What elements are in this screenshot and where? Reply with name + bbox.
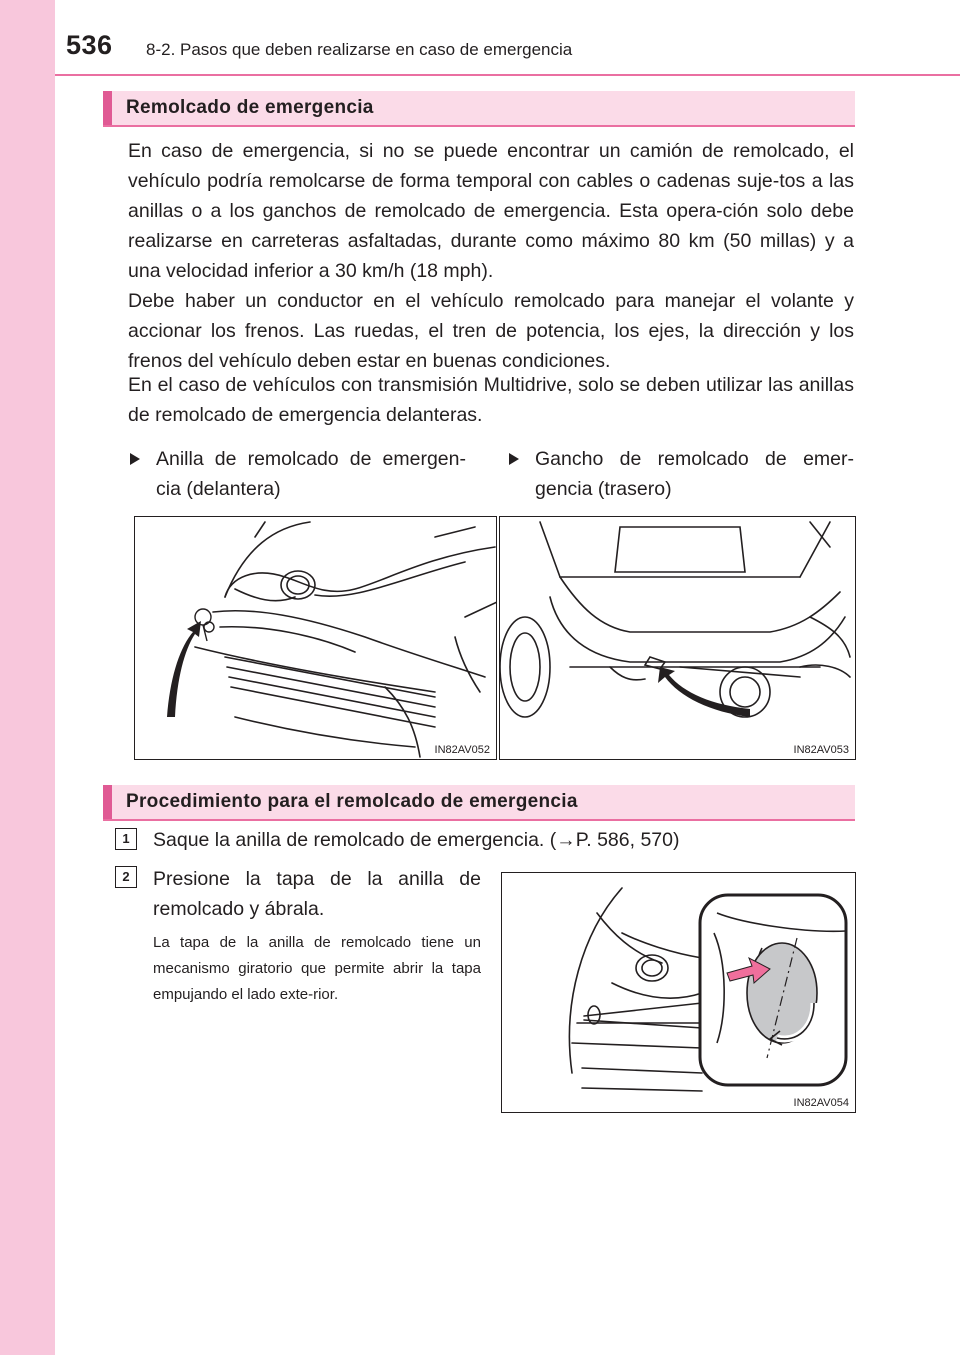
figure-rear-towing-hook xyxy=(499,516,856,760)
rear-bumper-illustration xyxy=(500,517,856,760)
caption-front-ring: Anilla de remolcado de emergen-cia (delantera) xyxy=(130,444,466,504)
heading-accent-bar xyxy=(103,785,112,819)
paragraph-driver: Debe haber un conductor en el vehículo remolcado para manejar el volante y accionar los frenos. Las ruedas, el tren de potencia, los ejes, la dirección y los frenos del vehículo deben estar en buenas condiciones. xyxy=(128,290,854,372)
section-heading-emergency-towing xyxy=(103,91,855,127)
cover-illustration xyxy=(502,873,856,1113)
step-badge: 1 xyxy=(115,828,137,850)
figure-code: IN82AV054 xyxy=(793,1097,849,1109)
header-rule xyxy=(55,74,960,76)
triangle-bullet-icon xyxy=(509,453,519,465)
section-heading-towing-procedure xyxy=(103,785,855,821)
front-bumper-illustration xyxy=(135,517,497,760)
section-title: Remolcado de emergencia xyxy=(126,97,374,118)
step-2-note: La tapa de la anilla de remolcado tiene un mecanismo giratorio que permite abrir la tapa empujando el lado exte-rior. xyxy=(153,934,481,1003)
step-1-text: Saque la anilla de remolcado de emergencia. (→P. 586, 570) xyxy=(153,829,680,851)
figure-towing-eyelet-cover xyxy=(501,872,856,1113)
page-number: 536 xyxy=(66,30,113,60)
figure-code: IN82AV052 xyxy=(434,744,490,756)
paragraph-intro: En caso de emergencia, si no se puede encontrar un camión de remolcado, el vehículo podría remolcarse de forma temporal con cables o cadenas suje-tos a las anillas o a los ganchos de remolcado de emergencia. Esta opera-ción solo debe realizarse en carreteras asfaltadas, durante como máximo 80 km (50 millas) y a una velocidad inferior a 30 km/h (18 mph). xyxy=(128,140,854,282)
chapter-title: 8-2. Pasos que deben realizarse en caso de emergencia xyxy=(146,40,573,59)
step-2-text: Presione la tapa de la anilla de remolcado y ábrala. xyxy=(153,868,481,920)
figure-code: IN82AV053 xyxy=(793,744,849,756)
heading-accent-bar xyxy=(103,91,112,125)
caption-rear-hook: Gancho de remolcado de emer-gencia (trasero) xyxy=(509,444,854,504)
side-band xyxy=(0,0,55,1355)
paragraph-multidrive: En el caso de vehículos con transmisión Multidrive, solo se deben utilizar las anillas de remolcado de emergencia delanteras. xyxy=(128,374,854,426)
step-badge: 2 xyxy=(115,866,137,888)
figure-front-towing-eyelet xyxy=(134,516,497,760)
section-title: Procedimiento para el remolcado de emergencia xyxy=(126,791,578,812)
triangle-bullet-icon xyxy=(130,453,140,465)
